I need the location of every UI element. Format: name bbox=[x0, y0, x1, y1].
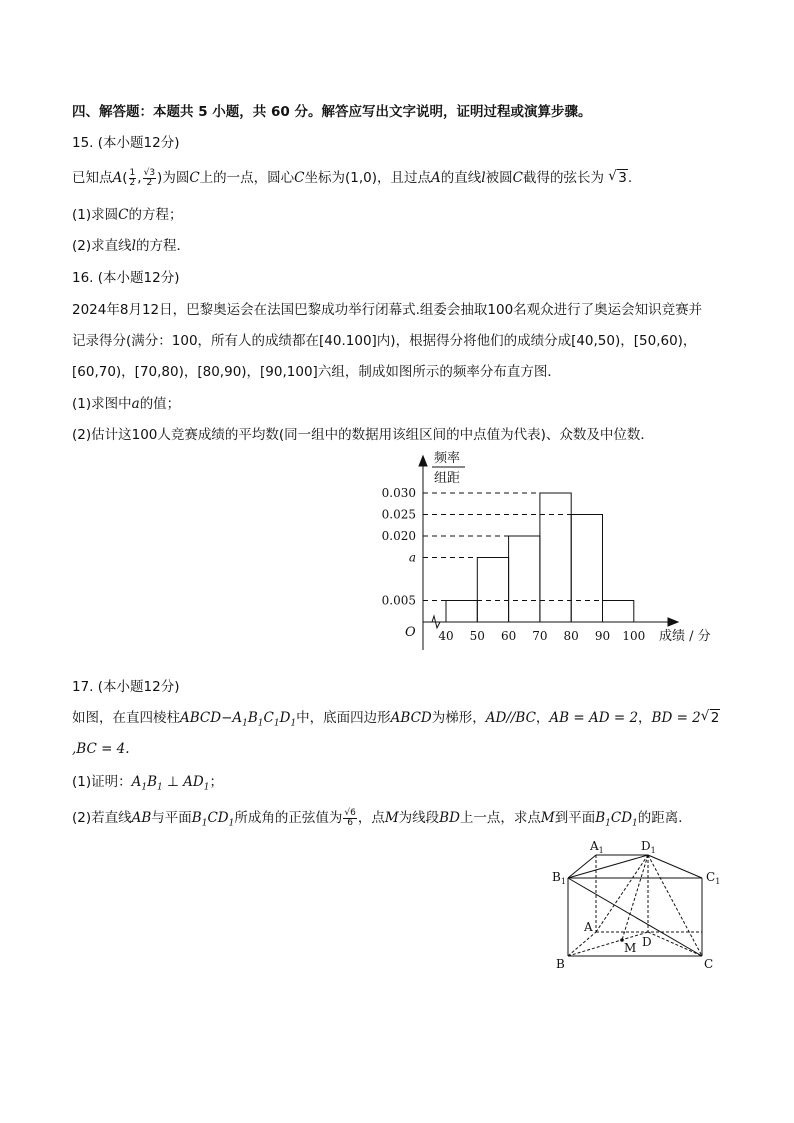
var-a: a bbox=[131, 396, 140, 412]
frac-num: 1 bbox=[129, 167, 136, 178]
q16-line1: 2024年8月12日，巴黎奥运会在法国巴黎成功举行闭幕式.组委会抽取100名观众进行了奥运会知识竞赛并 bbox=[72, 302, 703, 318]
var-C: C bbox=[512, 170, 523, 186]
q17-number: 17. (本小题12分) bbox=[72, 679, 180, 695]
x-tick-label: 80 bbox=[563, 629, 579, 643]
q16-part2: (2)估计这100人竞赛成绩的平均数(同一组中的数据用该组区间的中点值为代表)、众数及中位数． bbox=[72, 427, 654, 443]
label-a1: $A_1$ bbox=[590, 839, 604, 855]
y-tick-label: 0.025 bbox=[381, 507, 416, 522]
q15-part2 bbox=[72, 236, 190, 256]
q17-line1: 如图，在直四棱柱$ABCD-A_1B_1C_1D_1$中，底面四边形ABCD为梯形，AD//BC，AB = AD = 2，BD = 2 √ 2 bbox=[72, 708, 720, 729]
frac-den: 6 bbox=[347, 817, 353, 828]
edge-dc bbox=[648, 932, 702, 956]
ylabel-num: 频率 bbox=[434, 451, 461, 466]
segment-d1m bbox=[622, 855, 648, 940]
frac-num: √3 bbox=[143, 167, 156, 178]
x-tick-label: 70 bbox=[532, 629, 548, 643]
edge-b1a1 bbox=[568, 855, 596, 878]
segment-bd bbox=[568, 932, 648, 956]
segment-ad1: $AD_1$ bbox=[183, 774, 210, 793]
point-m bbox=[620, 938, 624, 942]
sqrt-2: √ 2 bbox=[700, 708, 720, 726]
var-C: C bbox=[294, 170, 305, 186]
var-BD: BD bbox=[439, 810, 460, 826]
q17-text: (1)证明： bbox=[72, 774, 132, 790]
label-c1: $C_1$ bbox=[706, 870, 721, 886]
prism-prefix: ABCD−A bbox=[180, 710, 243, 726]
radicand: 2 bbox=[710, 710, 720, 726]
var-M: M bbox=[540, 810, 555, 826]
q15-part1 bbox=[72, 205, 182, 225]
var-M: M bbox=[384, 810, 399, 826]
condition-ab-ad: AB = AD = 2 bbox=[549, 710, 639, 726]
q15-text: 截得的弦长为 bbox=[522, 170, 604, 186]
q17-text: 为梯形， bbox=[431, 710, 486, 726]
label-m: M bbox=[624, 941, 637, 955]
q17-text: 所成角的正弦值为 bbox=[234, 810, 343, 826]
frac-num: √6 bbox=[344, 807, 356, 818]
q15-text: 坐标为(1,0)，且过点 bbox=[304, 170, 432, 186]
histogram-bar bbox=[540, 493, 571, 622]
q17-text: 的距离． bbox=[637, 810, 692, 826]
var-C: C bbox=[118, 207, 129, 223]
period: . bbox=[627, 170, 633, 186]
q15-text: 的方程． bbox=[135, 238, 190, 254]
paren: ( bbox=[122, 170, 128, 186]
comma: , bbox=[137, 170, 142, 186]
radicand: 6 bbox=[350, 807, 356, 818]
histogram-bar bbox=[509, 536, 540, 622]
histogram-bar bbox=[571, 515, 602, 623]
label-c: C bbox=[704, 957, 714, 971]
var-A: A bbox=[112, 170, 123, 186]
condition-bd: BD = 2 bbox=[651, 710, 701, 726]
q15-text: 的直线 bbox=[440, 170, 482, 186]
var-ABCD: ABCD bbox=[390, 710, 432, 726]
q15-text: 的方程； bbox=[128, 207, 183, 223]
q15-text: (1)求圆 bbox=[72, 207, 119, 223]
plane-b1cd1: $B_1CD_1$ bbox=[191, 810, 235, 829]
q17-text: 上一点，求点 bbox=[459, 810, 541, 826]
var-AB: AB bbox=[131, 810, 152, 826]
prism-name: $ABCD-A_1B_1C_1D_1$ bbox=[180, 710, 297, 729]
x-tick-label: 100 bbox=[622, 629, 646, 643]
fraction-sqrt6-over-6 bbox=[343, 809, 356, 828]
xlabel: 成绩 / 分 bbox=[659, 629, 711, 644]
edge-d1c1 bbox=[648, 855, 702, 878]
q16-line2: 记录得分(满分：100，所有人的成绩都在[40.100]内)，根据得分将他们的成绩分成[40,50)，[50,60)， bbox=[72, 333, 697, 349]
q17-text: 与平面 bbox=[151, 810, 192, 826]
origin-label: O bbox=[405, 625, 416, 640]
segment-d1a bbox=[596, 855, 648, 932]
label-d: D bbox=[642, 935, 652, 949]
segment-a1b1: $A_1B_1$ bbox=[131, 774, 163, 793]
q15-text: 上的一点，圆心 bbox=[199, 170, 295, 186]
label-b1: $B_1$ bbox=[552, 870, 566, 886]
section-heading: 四、解答题：本题共 5 小题，共 60 分。解答应写出文字说明，证明过程或演算步骤。 bbox=[72, 104, 592, 120]
edge-ba bbox=[568, 932, 596, 956]
q17-text: 如图，在直四棱柱 bbox=[72, 710, 180, 726]
q15-number: 15. (本小题12分) bbox=[72, 135, 180, 151]
histogram-bar bbox=[603, 601, 634, 623]
plane-b1cd1: $B_1CD_1$ bbox=[595, 810, 638, 829]
paren: ) bbox=[157, 170, 163, 186]
x-tick-label: 90 bbox=[594, 629, 611, 643]
var-l: l bbox=[131, 238, 136, 254]
q15-stem bbox=[72, 168, 632, 188]
var-l: l bbox=[481, 170, 486, 186]
y-tick-label: a bbox=[408, 550, 416, 565]
q16-number: 16. (本小题12分) bbox=[72, 270, 180, 286]
histogram-bar bbox=[446, 601, 477, 623]
fraction-half bbox=[129, 169, 137, 188]
q17-text: ，点 bbox=[357, 810, 385, 826]
radicand: 3 bbox=[149, 167, 156, 178]
fraction-sqrt3-over-2 bbox=[143, 169, 156, 188]
label-a: A bbox=[584, 920, 593, 934]
var-C: C bbox=[189, 170, 200, 186]
frac-den: 2 bbox=[146, 177, 153, 188]
q17-text: 为线段 bbox=[398, 810, 440, 826]
q16-part1 bbox=[72, 394, 180, 414]
histogram-bar bbox=[477, 558, 508, 623]
axis-break-icon bbox=[432, 616, 440, 628]
x-tick-label: 60 bbox=[500, 629, 517, 643]
perp-symbol: ⊥ bbox=[167, 774, 179, 790]
q17-part1: (1)证明：$A_1B_1$ ⊥ $AD_1$； bbox=[72, 774, 223, 793]
q15-text: 为圆 bbox=[162, 170, 190, 186]
q16-text: (1)求图中 bbox=[72, 396, 132, 412]
y-axis-arrow bbox=[419, 456, 427, 466]
var-A: A bbox=[431, 170, 441, 186]
segment-b1d1 bbox=[568, 855, 648, 878]
y-tick-label: 0.020 bbox=[381, 529, 416, 543]
label-d1: $D_1$ bbox=[641, 839, 656, 855]
q15-text: (2)求直线 bbox=[72, 238, 132, 254]
y-tick-label: 0.030 bbox=[381, 486, 416, 500]
q17-line2: ,BC = 4. bbox=[72, 741, 130, 757]
label-b: B bbox=[556, 957, 565, 971]
x-tick-label: 50 bbox=[469, 629, 485, 643]
q17-text: 中，底面四边形 bbox=[296, 710, 391, 726]
radicand: 3 bbox=[618, 170, 627, 186]
ylabel-den: 组距 bbox=[434, 471, 461, 486]
q16-line3: [60,70)，[70,80)，[80,90)，[90,100]六组，制成如图所示的频率分布直方图． bbox=[72, 364, 561, 380]
frac-den: 2 bbox=[129, 177, 136, 188]
x-tick-label: 40 bbox=[438, 629, 454, 643]
q17-part2 bbox=[72, 808, 692, 834]
condition-parallel: AD//BC bbox=[485, 710, 536, 726]
q17-text: (2)若直线 bbox=[72, 810, 132, 826]
q15-text: 被圆 bbox=[485, 170, 513, 186]
q17-text: 到平面 bbox=[554, 810, 596, 826]
segment-b1c bbox=[568, 878, 702, 956]
segment-d1c bbox=[648, 855, 702, 956]
x-axis-arrow bbox=[668, 618, 678, 626]
q15-text: 已知点 bbox=[72, 170, 113, 186]
q16-text: 的值； bbox=[139, 396, 181, 412]
y-tick-label: 0.005 bbox=[381, 593, 416, 608]
sqrt-3: √ 3 bbox=[608, 168, 627, 186]
